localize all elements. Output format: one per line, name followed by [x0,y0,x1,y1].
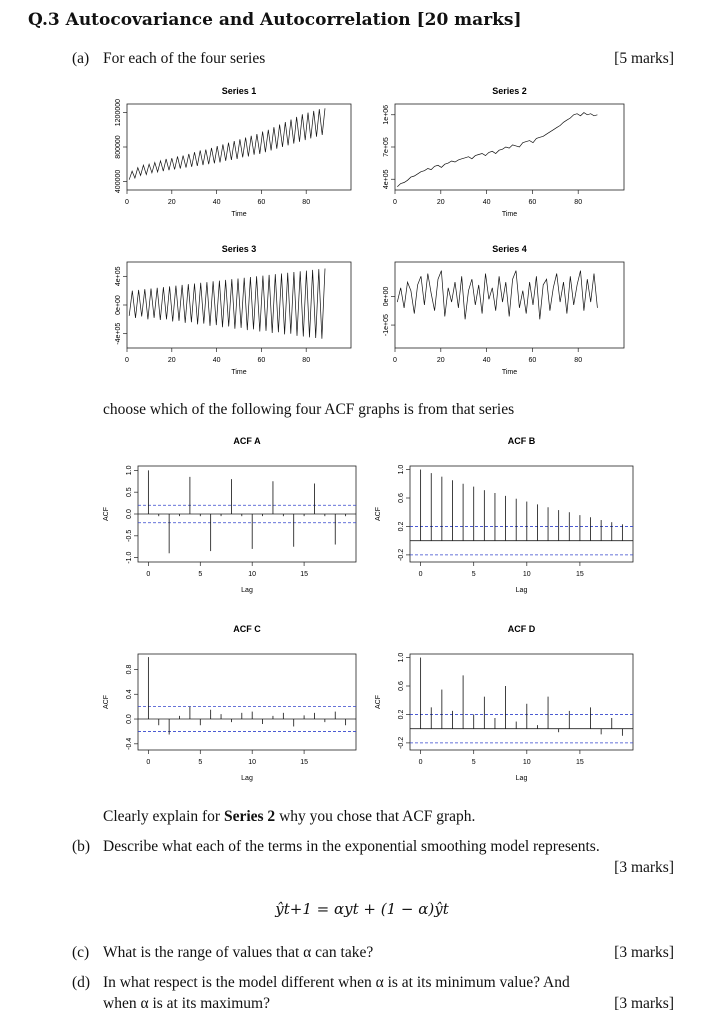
x-tick-label: 0 [393,357,397,364]
choose-text: choose which of the following four ACF graphs is from that series [103,401,515,418]
y-tick-label: -0.2 [398,736,405,749]
part-d-text-2: when α is at its maximum? [103,995,270,1012]
part-a-marks: [5 marks] [614,50,674,67]
series-3-plot [105,240,355,390]
part-d-text-1: In what respect is the model different when α is at its minimum value? And [103,974,570,991]
plot-frame [138,654,356,750]
acf-a-plot [98,428,368,608]
x-tick-label: 80 [302,357,311,364]
chart-title: Series 1 [221,86,257,96]
x-tick-label: 10 [522,571,531,578]
plot-frame [410,466,633,562]
series-1-plot [105,82,355,232]
x-axis-label: Time [231,211,247,218]
x-tick-label: 40 [482,357,491,364]
y-tick-label: 0.5 [126,487,133,498]
x-axis-label: Time [231,369,247,376]
part-c-label: (c) [72,944,90,961]
y-tick-label: -0.2 [398,548,405,561]
x-axis-label: Lag [241,775,253,782]
question-title: Q.3 Autocovariance and Autocorrelation [20 marks] [28,10,522,30]
y-tick-label: -1e+05 [383,314,390,337]
x-tick-label: 5 [198,571,203,578]
x-tick-label: 10 [248,571,257,578]
x-tick-label: 60 [528,199,537,206]
part-a-label: (a) [72,50,90,67]
x-tick-label: 20 [436,357,445,364]
x-tick-label: 0 [393,199,397,206]
y-tick-label: 0.6 [398,681,405,691]
y-tick-label: -1.0 [126,551,133,564]
y-tick-label: 1e+06 [383,104,390,125]
x-axis-label: Time [501,211,518,218]
y-tick-label: 4e+05 [383,169,390,190]
explain-line [103,808,475,826]
y-tick-label: -0.5 [126,529,133,542]
explain-bold: Series 2 [223,808,276,825]
y-tick-label: 0.6 [398,493,405,503]
part-a-text: For each of the four series [103,50,266,67]
exponential-smoothing-equation: ŷt+1 = αyt + (1 − α)ŷt [275,900,449,918]
chart-title: ACF B [507,436,536,446]
part-c-marks: [3 marks] [614,944,674,961]
y-axis-label: ACF [375,695,382,709]
x-tick-label: 60 [257,199,266,206]
x-tick-label: 15 [576,571,584,578]
explain-prefix: Clearly explain for [103,808,224,825]
x-axis-label: Time [501,369,518,376]
chart-title: ACF D [507,624,536,634]
part-b-label: (b) [72,838,91,855]
x-tick-label: 0 [418,759,423,766]
y-tick-label: 0.0 [126,509,133,519]
y-tick-label: -0.4 [126,737,133,750]
series-line [397,113,597,187]
x-tick-label: 10 [522,759,531,766]
chart-title: Series 3 [221,244,257,254]
x-tick-label: 0 [146,571,151,578]
y-axis-label: ACF [103,507,110,521]
x-tick-label: 5 [471,571,476,578]
x-tick-label: 40 [482,199,491,206]
x-tick-label: 15 [300,759,308,766]
part-c-text: What is the range of values that α can take? [103,944,374,961]
y-tick-label: 1.0 [398,464,405,475]
x-tick-label: 40 [212,199,221,206]
x-tick-label: 0 [125,199,129,206]
series-4-plot [373,240,628,390]
y-tick-label: 0e+00 [383,286,390,307]
plot-frame [395,262,624,348]
x-axis-label: Lag [515,775,528,782]
y-tick-label: 800000 [115,135,122,159]
x-tick-label: 0 [146,759,151,766]
x-tick-label: 40 [212,357,221,364]
y-tick-label: -4e+05 [115,322,122,345]
y-tick-label: 0.4 [126,689,133,700]
part-b-text: Describe what each of the terms in the exponential smoothing model represents. [103,838,600,855]
series-line [397,271,597,320]
y-tick-label: 0.8 [126,664,133,675]
x-tick-label: 15 [300,571,308,578]
y-tick-label: 1.0 [126,465,133,476]
y-tick-label: 0.2 [398,709,405,720]
series-line [129,108,325,179]
chart-title: Series 4 [492,244,527,254]
part-b-marks: [3 marks] [614,859,674,876]
x-tick-label: 80 [574,199,583,206]
y-tick-label: 0e+00 [115,295,122,315]
y-tick-label: 7e+05 [383,137,390,157]
x-tick-label: 0 [418,571,423,578]
series-2-plot [373,82,628,232]
x-tick-label: 80 [574,357,583,364]
x-tick-label: 10 [248,759,257,766]
chart-title: ACF C [233,624,261,634]
part-d-label: (d) [72,974,91,991]
x-tick-label: 60 [528,357,537,364]
x-tick-label: 5 [198,759,203,766]
y-tick-label: 4e+05 [115,266,122,287]
y-tick-label: 1.0 [398,652,405,663]
x-tick-label: 60 [257,357,266,364]
part-d-marks: [3 marks] [614,995,674,1012]
x-axis-label: Lag [241,587,253,594]
x-tick-label: 20 [436,199,445,206]
chart-title: ACF A [233,436,261,446]
acf-b-plot [370,428,645,608]
x-axis-label: Lag [515,587,528,594]
x-tick-label: 20 [167,199,176,206]
y-axis-label: ACF [375,507,382,521]
x-tick-label: 0 [125,357,129,364]
x-tick-label: 15 [576,759,584,766]
y-tick-label: 1200000 [115,98,122,127]
series-line [129,269,325,339]
explain-suffix: why you chose that ACF graph. [275,808,476,825]
x-tick-label: 5 [471,759,476,766]
x-tick-label: 80 [302,199,311,206]
acf-c-plot [98,616,368,796]
y-tick-label: 0.0 [126,714,133,724]
acf-d-plot [370,616,645,796]
plot-frame [410,654,633,750]
y-axis-label: ACF [103,695,110,709]
y-tick-label: 0.2 [398,521,405,532]
y-tick-label: 400000 [115,169,122,194]
plot-frame [395,104,624,190]
chart-title: Series 2 [492,86,527,96]
x-tick-label: 20 [167,357,176,364]
